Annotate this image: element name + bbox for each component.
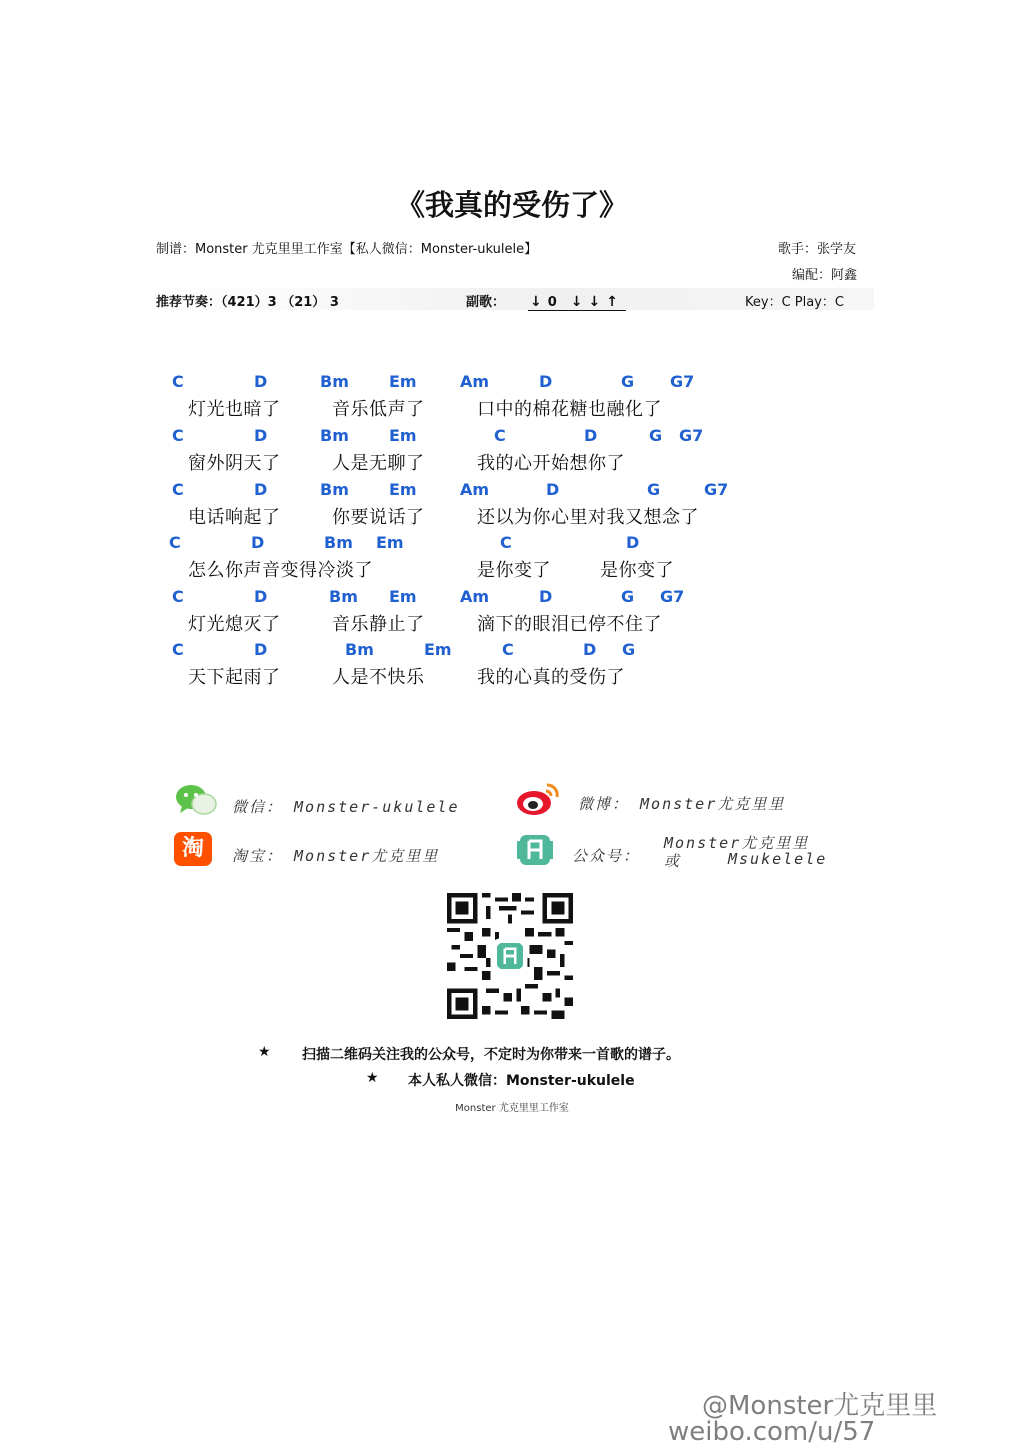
chord: C <box>502 640 514 659</box>
chord: C <box>172 426 184 445</box>
weibo-icon <box>515 781 561 817</box>
lyric-line: 音乐静止了 <box>332 614 425 635</box>
chord: D <box>254 372 268 391</box>
star-icon: ★ <box>366 1070 379 1086</box>
official-account-or: 或 <box>664 852 682 870</box>
chord: Em <box>389 587 417 606</box>
official-account-alt: Msukelele <box>728 850 828 868</box>
scan-instruction: 扫描二维码关注我的公众号，不定时为你带来一首歌的谱子。 <box>302 1047 680 1063</box>
chord: Am <box>460 372 490 391</box>
watermark-handle: @Monster尤克里里 <box>702 1391 938 1421</box>
chord: Bm <box>320 372 349 391</box>
chord: C <box>172 480 184 499</box>
chord: C <box>169 533 181 552</box>
wechat-icon <box>174 783 218 817</box>
chord: C <box>494 426 506 445</box>
lyric-line: 我的心真的受伤了 <box>477 667 625 688</box>
star-icon: ★ <box>258 1044 271 1060</box>
chord: C <box>172 640 184 659</box>
official-account-icon <box>516 831 554 869</box>
lyric-line: 天下起雨了 <box>188 667 281 688</box>
chord: C <box>500 533 512 552</box>
maker-credit: 制谱：Monster 尤克里里工作室【私人微信：Monster-ukulele】 <box>156 242 538 257</box>
chord: G <box>621 587 635 606</box>
watermark-url: weibo.com/u/57 <box>668 1417 876 1447</box>
wechat-label: 微信： Monster-ukulele <box>232 798 460 816</box>
chord: D <box>254 587 268 606</box>
chord: Em <box>389 426 417 445</box>
lyric-line: 滴下的眼泪已停不住了 <box>477 614 662 635</box>
chord: D <box>583 640 597 659</box>
chord: Bm <box>345 640 374 659</box>
chord: Bm <box>320 426 349 445</box>
song-title: 《我真的受伤了》 <box>395 188 628 222</box>
chord: D <box>254 640 268 659</box>
lyric-line: 还以为你心里对我又想念了 <box>477 507 699 528</box>
chord: Am <box>460 480 490 499</box>
chord: Em <box>389 480 417 499</box>
arranger: 编配：阿鑫 <box>792 268 858 283</box>
lyric-line: 人是无聊了 <box>332 453 425 474</box>
private-wechat: 本人私人微信：Monster-ukulele <box>408 1073 635 1089</box>
lyric-line: 人是不快乐 <box>332 667 425 688</box>
chord: D <box>539 372 553 391</box>
chord: Bm <box>329 587 358 606</box>
chord: D <box>251 533 265 552</box>
lyric-line: 我的心开始想你了 <box>477 453 625 474</box>
chord: G7 <box>704 480 729 499</box>
strum-arrow-up-icon: ↑ <box>606 294 618 310</box>
strum-rest: 0 <box>547 295 557 310</box>
recommended-rhythm: 推荐节奏：（421）3 （21） 3 <box>156 295 339 310</box>
taobao-icon: 淘 <box>174 832 212 866</box>
chord: G <box>622 640 636 659</box>
qr-code <box>447 893 573 1019</box>
singer: 歌手：张学友 <box>778 242 857 257</box>
chord: G <box>649 426 663 445</box>
strum-arrow-down-icon: ↓ <box>588 294 601 310</box>
chord: D <box>546 480 560 499</box>
lyric-line: 是你变了 <box>477 560 551 581</box>
studio-credit: Monster 尤克里里工作室 <box>455 1103 569 1114</box>
chord: Em <box>424 640 452 659</box>
lyric-line: 你要说话了 <box>332 507 425 528</box>
strum-arrow-down-icon: ↓ <box>570 294 583 310</box>
key-play: Key：C Play：C <box>745 295 844 310</box>
chord: D <box>539 587 553 606</box>
chord: Am <box>460 587 490 606</box>
chord: Em <box>376 533 404 552</box>
chord: G7 <box>660 587 685 606</box>
lyric-line: 音乐低声了 <box>332 399 425 420</box>
chord: G <box>647 480 661 499</box>
lyric-line: 灯光也暗了 <box>188 399 281 420</box>
chord: C <box>172 587 184 606</box>
chord: D <box>626 533 640 552</box>
lyric-line: 灯光熄灭了 <box>188 614 281 635</box>
chord: G7 <box>670 372 695 391</box>
chord: D <box>254 480 268 499</box>
chord: Bm <box>324 533 353 552</box>
lyric-line: 怎么你声音变得冷淡了 <box>188 560 373 581</box>
taobao-label: 淘宝： Monster尤克里里 <box>232 847 440 865</box>
lyric-line: 口中的棉花糖也融化了 <box>477 399 662 420</box>
chord: C <box>172 372 184 391</box>
strum-pattern <box>528 291 626 311</box>
chord: G <box>621 372 635 391</box>
chord: D <box>254 426 268 445</box>
weibo-label: 微博： Monster尤克里里 <box>578 795 786 813</box>
chord: Em <box>389 372 417 391</box>
chord: G7 <box>679 426 704 445</box>
strum-arrow-down-icon: ↓ <box>530 294 542 310</box>
chord: Bm <box>320 480 349 499</box>
chord: D <box>584 426 598 445</box>
chorus-label: 副歌： <box>466 295 506 310</box>
lyric-line: 窗外阴天了 <box>188 453 281 474</box>
lyric-line: 电话响起了 <box>188 507 281 528</box>
official-account-name: Monster尤克里里 <box>664 834 810 852</box>
official-account-label: 公众号： <box>572 847 641 865</box>
lyric-line: 是你变了 <box>600 560 674 581</box>
